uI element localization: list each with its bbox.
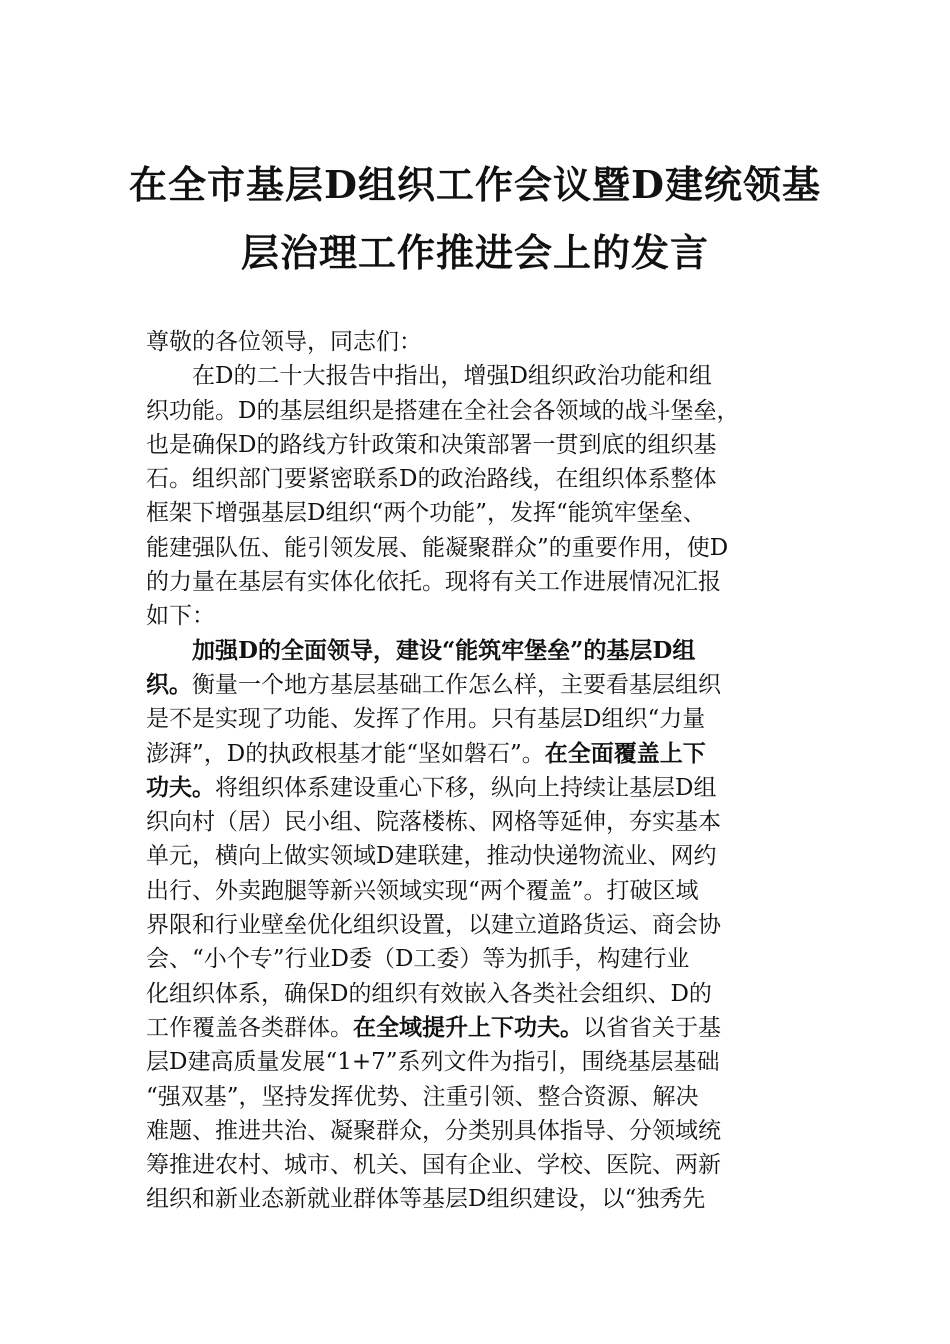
para2-line: 组织和新业态新就业群体等基层D组织建设，以“独秀先 — [146, 1186, 706, 1213]
body-text: 以省省关于基 — [583, 1014, 721, 1041]
para1-line: 也是确保D的路线方针政策和决策部署一贯到底的组织基 — [146, 431, 717, 458]
para1-line: 织功能。D的基层组织是搭建在全社会各领域的战斗堡垒， — [146, 397, 740, 424]
para2-line: 筹推进农村、城市、机关、国有企业、学校、医院、两新 — [146, 1152, 721, 1179]
subheading: 在全域提升上下功夫。 — [353, 1013, 583, 1041]
para2-line: 难题、推进共治、凝聚群众，分类别具体指导、分领域统 — [146, 1117, 721, 1144]
para2-line: “强双基”，坚持发挥优势、注重引领、整合资源、解决 — [146, 1083, 699, 1110]
para2-line — [146, 1011, 836, 1045]
section-heading-end: 织。 — [146, 670, 192, 698]
subheading: 在全面覆盖上下 — [544, 739, 706, 767]
document-body — [146, 325, 836, 1217]
para2-line: 界限和行业壁垒优化组织设置，以建立道路货运、商会协 — [146, 912, 721, 939]
para2-line: 出行、外卖跑腿等新兴领域实现“两个覆盖”。打破区域 — [146, 877, 699, 904]
subheading-end: 功夫。 — [146, 773, 215, 801]
body-text: 衡量一个地方基层基础工作怎么样，主要看基层组织 — [192, 671, 721, 698]
para2-line: 化组织体系，确保D的组织有效嵌入各类社会组织、D的 — [146, 980, 712, 1007]
body-text: 将组织体系建设重心下移，纵向上持续让基层D组 — [215, 774, 717, 801]
body-text: 工作覆盖各类群体。 — [146, 1014, 353, 1041]
para1-line: 框架下增强基层D组织“两个功能”，发挥“能筑牢堡垒、 — [146, 500, 706, 527]
para1-line: 能建强队伍、能引领发展、能凝聚群众”的重要作用，使D — [146, 534, 729, 561]
document-title-line-2: 层治理工作推进会上的发言 — [240, 230, 709, 275]
para2-line: 层D建高质量发展“1+7”系列文件为指引，围绕基层基础 — [146, 1049, 720, 1076]
para1-line: 如下： — [146, 603, 215, 630]
para1-line: 在D的二十大报告中指出，增强D组织政治功能和组 — [192, 363, 712, 390]
para2-line — [146, 771, 836, 805]
para2-line: 会、“小个专”行业D委（D工委）等为抓手，构建行业 — [146, 946, 690, 973]
para2-line — [146, 737, 836, 771]
document-title-line-1: 在全市基层D组织工作会议暨D建统领基 — [129, 162, 821, 207]
para2-line: 是不是实现了功能、发挥了作用。只有基层D组织“力量 — [146, 706, 706, 733]
para2-line: 织向村（居）民小组、院落楼栋、网格等延伸，夯实基本 — [146, 809, 721, 836]
section-heading: 加强D的全面领导，建设“能筑牢堡垒”的基层D组 — [192, 636, 696, 664]
body-text: 澎湃”，D的执政根基才能“坚如磐石”。 — [146, 740, 545, 767]
para1-line: 石。组织部门要紧密联系D的政治路线，在组织体系整体 — [146, 466, 717, 493]
para2-line: 单元，横向上做实领域D建联建，推动快递物流业、网约 — [146, 843, 717, 870]
salutation: 尊敬的各位领导，同志们： — [146, 329, 422, 355]
para2-line — [146, 634, 836, 668]
para2-line — [146, 668, 836, 702]
para1-line: 的力量在基层有实体化依托。现将有关工作进展情况汇报 — [146, 569, 721, 596]
